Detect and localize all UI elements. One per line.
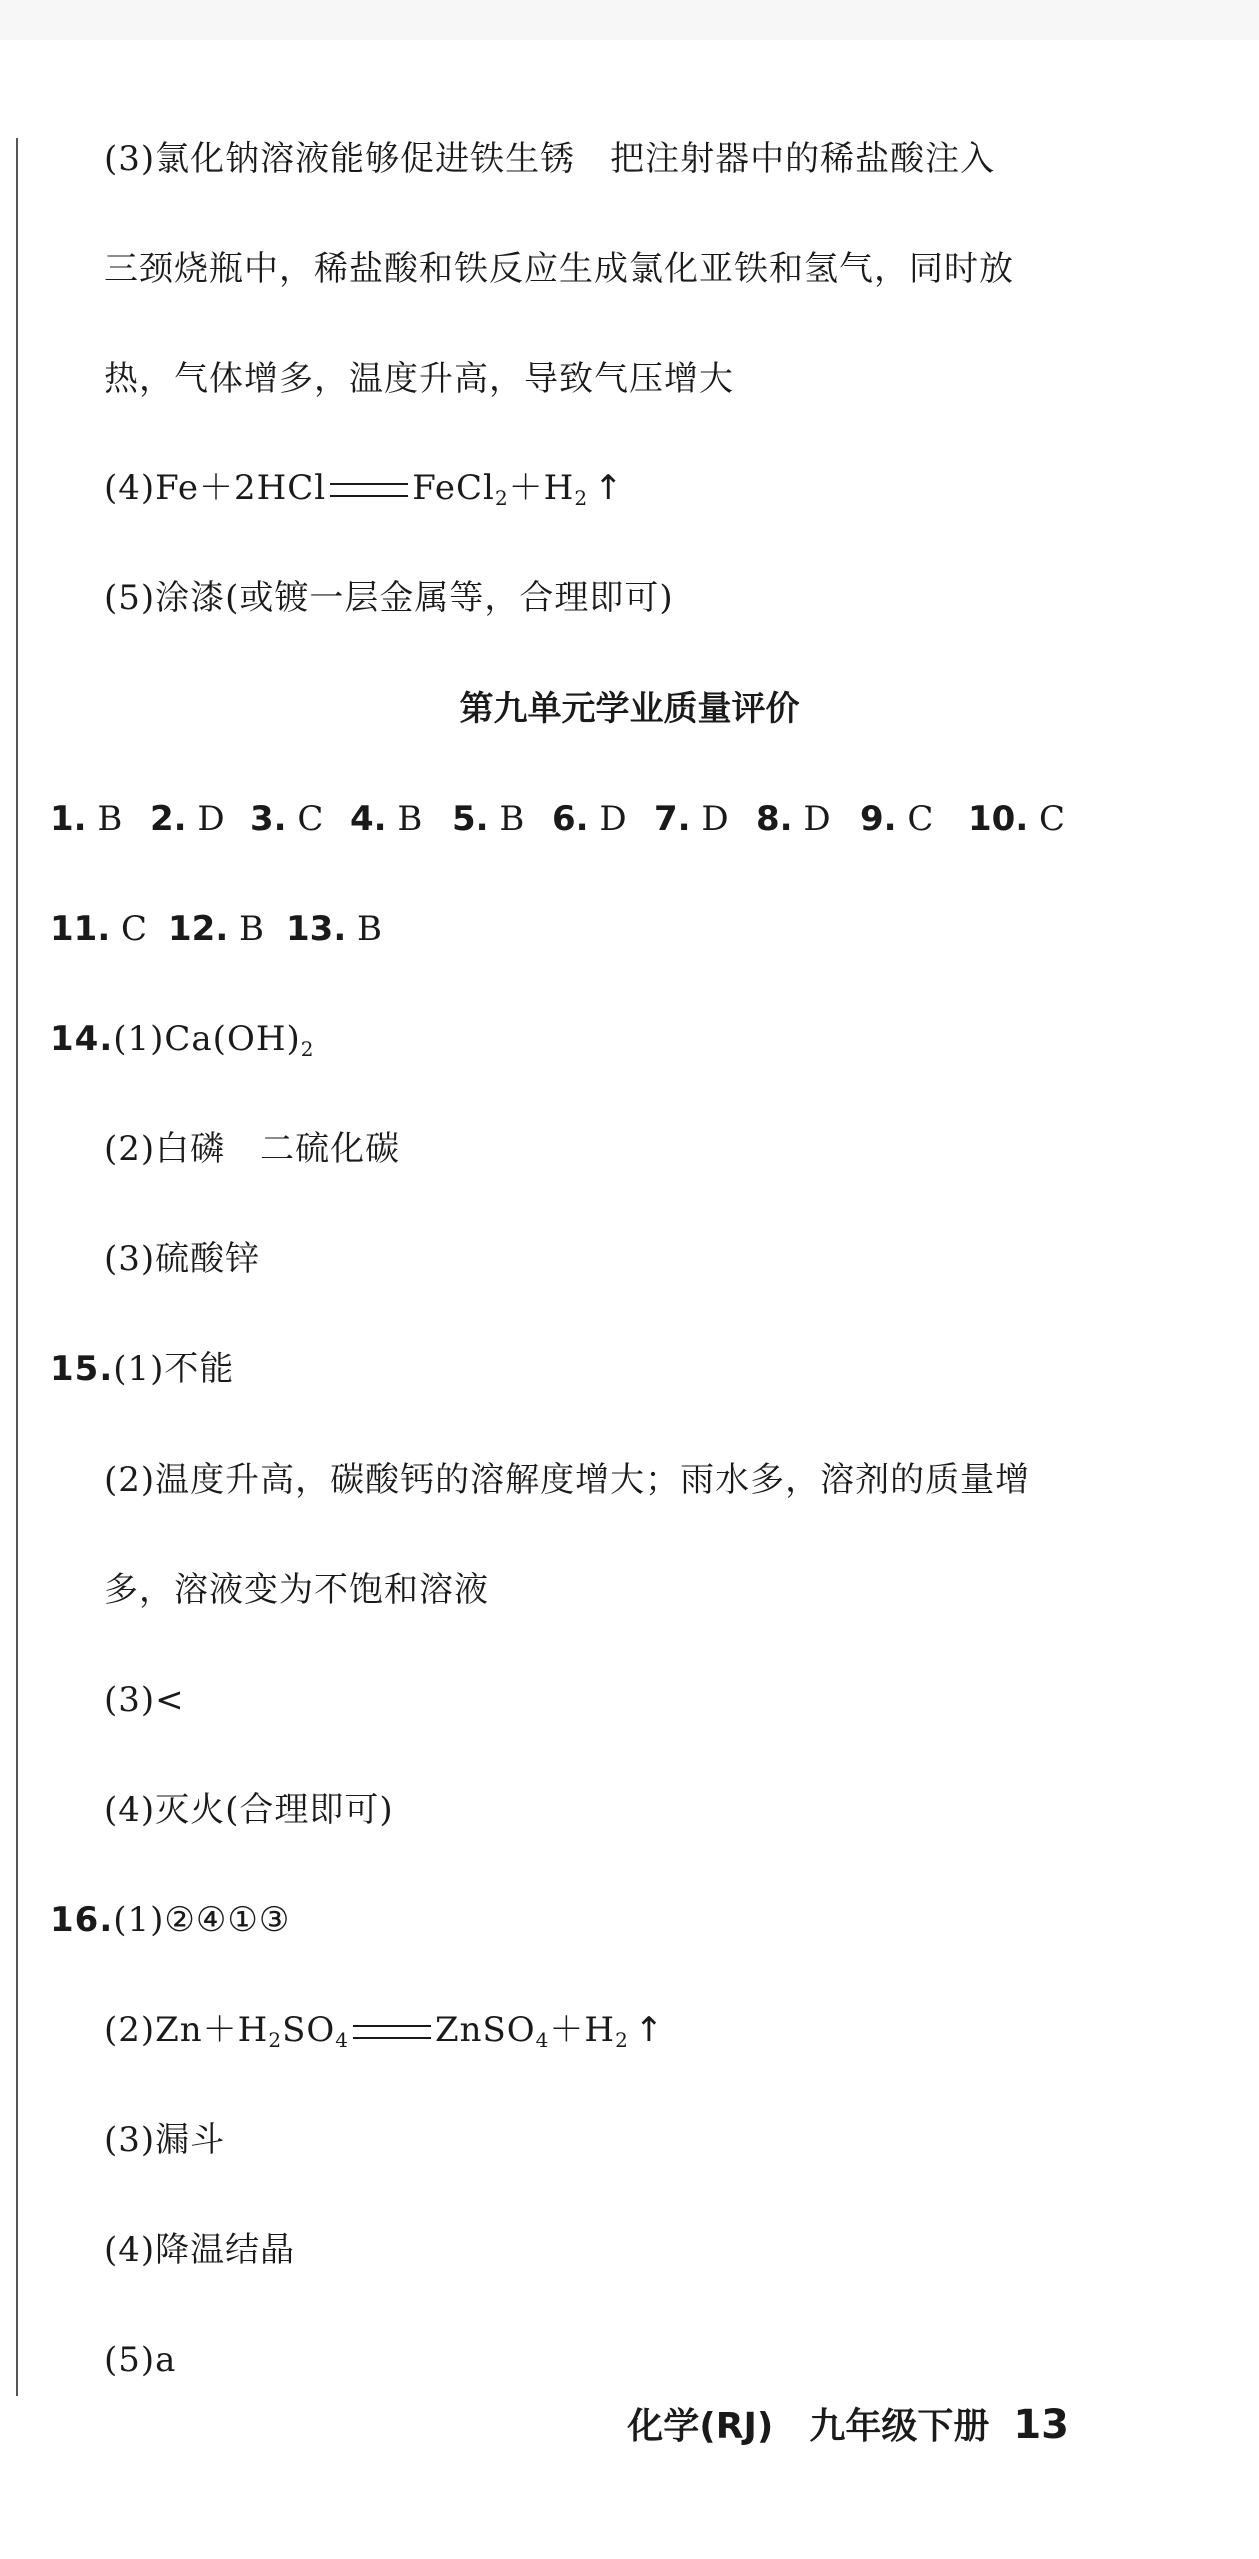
q16-reactant-a: (2)Zn＋H — [104, 2010, 269, 2050]
q15-part3: (3)< — [104, 1680, 185, 1720]
mc-answer: B — [357, 909, 383, 949]
gas-arrow-icon: ↑ — [634, 2010, 665, 2050]
q14-part3: (3)硫酸锌 — [104, 1239, 261, 1279]
q4-product: FeCl — [412, 468, 495, 508]
q15-part4: (4)灭火(合理即可) — [104, 1790, 394, 1830]
mc-answer: B — [397, 799, 423, 839]
q16-part1 — [50, 1898, 290, 1942]
mc-answer: D — [701, 799, 729, 839]
mc-item — [654, 797, 729, 841]
mc-item — [968, 797, 1065, 841]
mc-item — [756, 797, 831, 841]
q4-subscript: 2 — [494, 486, 509, 510]
mc-answer: D — [599, 799, 627, 839]
mc-answer: C — [1039, 799, 1066, 839]
mc-answer: C — [297, 799, 324, 839]
mc-number: 2. — [150, 799, 187, 839]
q14-answer-1: (1)Ca(OH) — [113, 1019, 301, 1059]
q16-part4: (4)降温结晶 — [104, 2230, 296, 2270]
mc-answer: B — [499, 799, 525, 839]
mc-item — [552, 797, 627, 841]
mc-answer: B — [239, 909, 265, 949]
mc-number: 10. — [968, 799, 1029, 839]
mc-item — [350, 797, 422, 841]
mc-number: 3. — [250, 799, 287, 839]
section-title: 第九单元学业质量评价 — [459, 689, 800, 729]
mc-item — [50, 907, 147, 951]
q16-subscript: 4 — [335, 2028, 349, 2052]
q4-plus: ＋H — [508, 468, 575, 508]
mc-answer: C — [907, 799, 934, 839]
q16-part3: (3)漏斗 — [104, 2120, 226, 2160]
q16-part2-equation — [104, 2008, 664, 2052]
q16-part5: (5)a — [104, 2340, 177, 2380]
q16-answer-1: (1)②④①③ — [113, 1900, 291, 1940]
margin-rule — [16, 138, 18, 2396]
gas-arrow-icon: ↑ — [594, 468, 624, 508]
mc-number: 9. — [860, 799, 897, 839]
q15-part2-line2: 多，溶液变为不饱和溶液 — [104, 1570, 489, 1610]
q3-line3: 热，气体增多，温度升高，导致气压增大 — [104, 359, 734, 399]
q4-subscript: 2 — [574, 486, 589, 510]
mc-number: 7. — [654, 799, 691, 839]
mc-item — [150, 797, 225, 841]
q16-reactant-b: SO — [282, 2010, 336, 2050]
mc-item — [168, 907, 264, 951]
q16-product-b: ＋H — [549, 2010, 616, 2050]
q15-part1 — [50, 1347, 234, 1391]
question-number: 14. — [50, 1019, 114, 1059]
mc-number: 5. — [452, 799, 489, 839]
mc-number: 4. — [350, 799, 387, 839]
equals-sign — [330, 483, 408, 497]
mc-item — [286, 907, 382, 951]
q15-answer-1: (1)不能 — [113, 1349, 235, 1389]
q14-subscript: 2 — [300, 1037, 315, 1061]
question-number: 16. — [50, 1900, 114, 1940]
q16-subscript: 2 — [615, 2028, 629, 2052]
mc-number: 12. — [168, 909, 229, 949]
mc-number: 11. — [50, 909, 111, 949]
mc-answer: D — [197, 799, 225, 839]
q15-part2-line1: (2)温度升高，碳酸钙的溶解度增大；雨水多，溶剂的质量增 — [104, 1460, 1031, 1500]
q16-product-a: ZnSO — [434, 2010, 536, 2050]
mc-number: 1. — [50, 799, 87, 839]
page-footer — [627, 2400, 1069, 2452]
equals-sign — [353, 2025, 431, 2039]
q4-equation — [104, 466, 624, 510]
top-shade — [0, 0, 1259, 40]
mc-answer: B — [97, 799, 123, 839]
mc-item — [50, 797, 122, 841]
mc-answer: C — [121, 909, 148, 949]
mc-item — [860, 797, 933, 841]
q14-part1 — [50, 1017, 314, 1061]
q16-subscript: 2 — [268, 2028, 283, 2052]
q16-subscript: 4 — [535, 2028, 550, 2052]
mc-number: 8. — [756, 799, 793, 839]
mc-number: 13. — [286, 909, 347, 949]
footer-subject: 化学(RJ) 九年级下册 — [627, 2406, 990, 2447]
question-number: 15. — [50, 1349, 114, 1389]
mc-answer: D — [803, 799, 831, 839]
q4-reactants: (4)Fe＋2HCl — [104, 468, 327, 508]
mc-number: 6. — [552, 799, 589, 839]
page-number: 13 — [1013, 2402, 1069, 2448]
mc-item — [250, 797, 323, 841]
q14-part2: (2)白磷 二硫化碳 — [104, 1129, 401, 1169]
q3-line1: (3)氯化钠溶液能够促进铁生锈 把注射器中的稀盐酸注入 — [104, 139, 996, 179]
q5-line: (5)涂漆(或镀一层金属等，合理即可) — [104, 578, 674, 618]
q3-line2: 三颈烧瓶中，稀盐酸和铁反应生成氯化亚铁和氢气，同时放 — [104, 249, 1014, 289]
mc-item — [452, 797, 524, 841]
